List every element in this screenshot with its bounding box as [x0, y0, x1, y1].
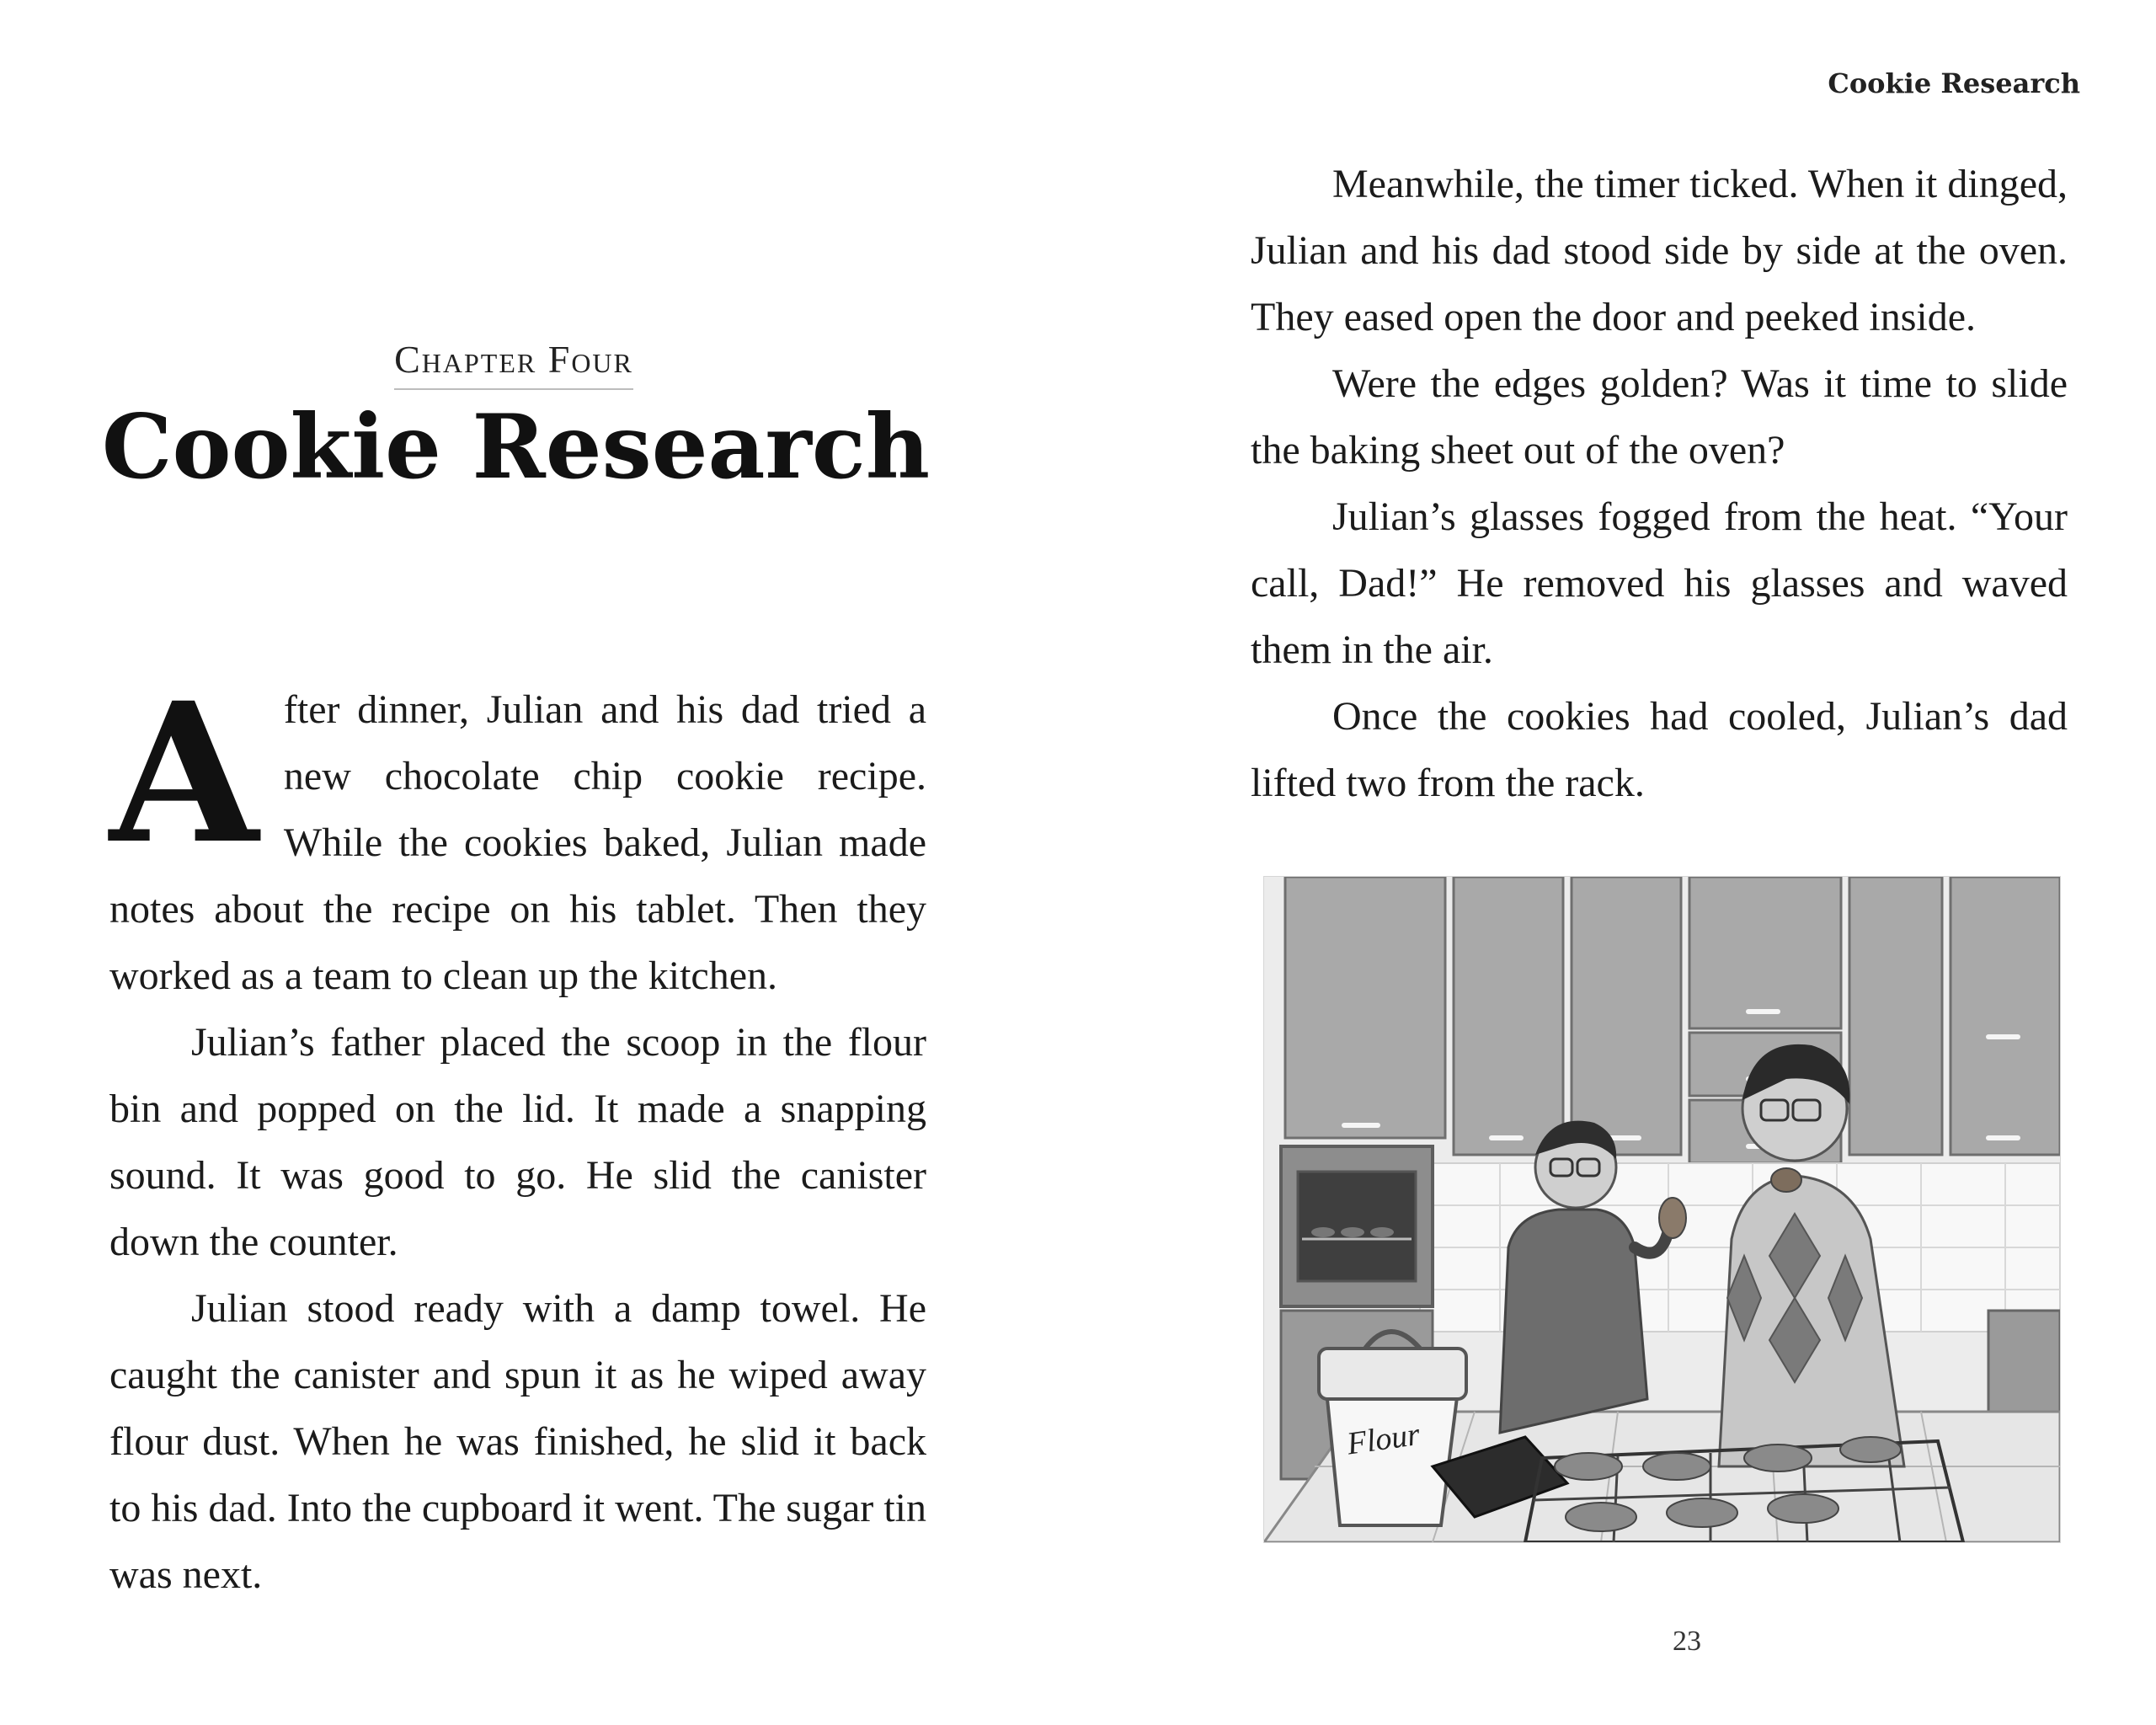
canister-label: Flour	[1344, 1416, 1422, 1462]
kitchen-illustration	[1263, 876, 2061, 1543]
chapter-label: Chapter Four	[0, 337, 1027, 390]
drop-cap: A	[109, 660, 259, 886]
page-number: 23	[1673, 1626, 1701, 1657]
right-body-text	[1251, 151, 2068, 816]
left-body-text	[109, 660, 926, 1608]
chapter-title: Cookie Research	[101, 394, 931, 499]
paragraph-2: Julian’s father placed the scoop in the flour bin and popped on the lid. It made a snapping sound. It was good to go. He slid the canister down the counter.	[109, 1020, 926, 1264]
paragraph-3: Julian stood ready with a damp towel. He caught the canister and spun it as he wiped away flour dust. When he was finished, he slid it back to his dad. Into the cupboard it went. The sugar tin was next.	[109, 1286, 926, 1597]
illustration-art	[1264, 877, 2060, 1542]
paragraph-7: Once the cookies had cooled, Julian’s dad lifted two from the rack.	[1251, 694, 2068, 805]
right-page	[1078, 0, 2156, 1725]
running-head: Cookie Research	[1828, 67, 2080, 99]
paragraph-4: Meanwhile, the timer ticked. When it dinged, Julian and his dad stood side by side at the oven. They eased open the door and peeked inside.	[1251, 162, 2068, 339]
paragraph-6: Julian’s glasses fogged from the heat. “Your call, Dad!” He removed his glasses and waved them in the air.	[1251, 494, 2068, 672]
paragraph-5: Were the edges golden? Was it time to slide the baking sheet out of the oven?	[1251, 361, 2068, 473]
paragraph-1: After dinner, Julian and his dad tried a new chocolate chip cookie recipe. While the cookies baked, Julian made notes about the recipe on his tablet. Then they worked as a team to clean up the kitchen.	[109, 660, 926, 998]
